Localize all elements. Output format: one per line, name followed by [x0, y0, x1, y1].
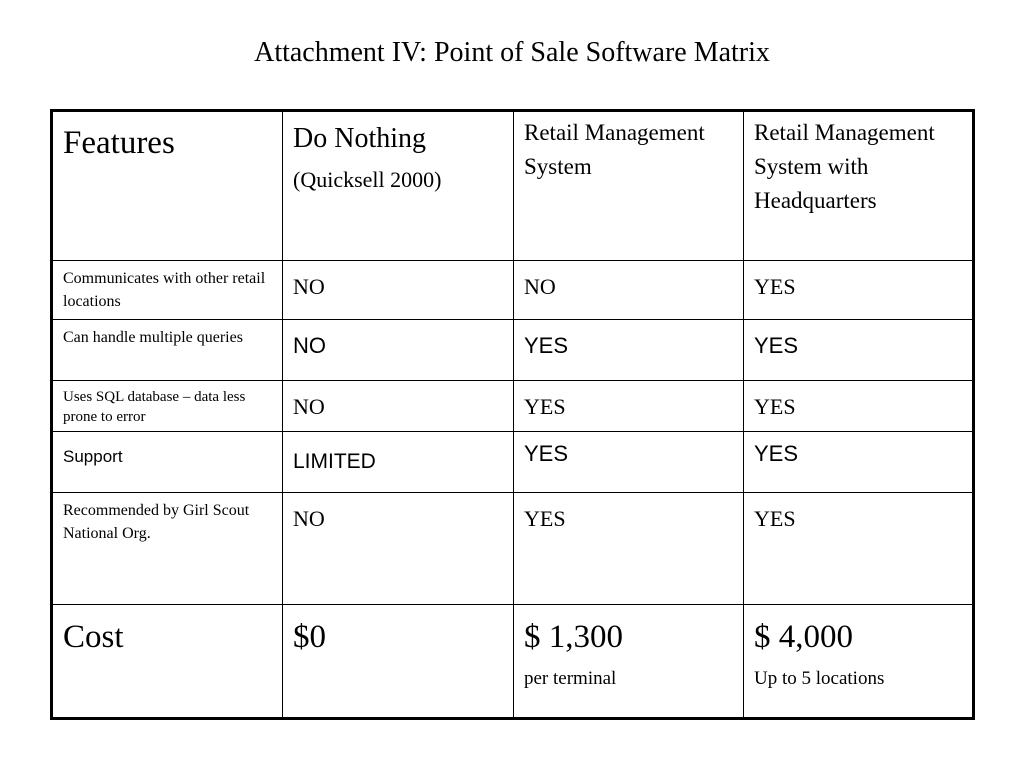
value-cell [514, 605, 744, 719]
header-do-nothing-label: Do Nothing [293, 123, 426, 154]
value-cell [283, 381, 514, 432]
rms-value: NO [524, 274, 556, 299]
cost-row [52, 605, 974, 719]
header-cell-rms [514, 111, 744, 261]
header-row [52, 111, 974, 261]
cost-label: Cost [63, 619, 124, 655]
feature-cell [52, 381, 283, 432]
value-cell [514, 320, 744, 381]
header-rms-label: Retail Management System [524, 120, 705, 179]
do-nothing-value: LIMITED [293, 450, 376, 473]
value-cell [283, 320, 514, 381]
header-rms-hq-label: Retail Management System with Headquarters [754, 120, 935, 213]
do-nothing-value: NO [293, 394, 325, 419]
rms-hq-cost-note: Up to 5 locations [754, 668, 885, 689]
value-cell [283, 432, 514, 493]
header-cell-rms-hq [744, 111, 974, 261]
do-nothing-value: NO [293, 506, 325, 531]
rms-hq-value: YES [754, 506, 796, 531]
feature-label: Can handle multiple queries [63, 329, 243, 346]
rms-hq-value: YES [754, 441, 799, 466]
header-do-nothing-sublabel: (Quicksell 2000) [293, 167, 442, 192]
table-row [52, 261, 974, 320]
value-cell [744, 320, 974, 381]
rms-hq-value: YES [754, 394, 796, 419]
cost-label-cell [52, 605, 283, 719]
table-row [52, 432, 974, 493]
rms-value: YES [524, 441, 569, 466]
table-row [52, 381, 974, 432]
value-cell [514, 493, 744, 605]
feature-cell [52, 432, 283, 493]
value-cell [744, 605, 974, 719]
value-cell [514, 432, 744, 493]
rms-value: YES [524, 394, 566, 419]
value-cell [283, 493, 514, 605]
software-matrix-table [50, 109, 975, 720]
feature-label: Uses SQL database – data less prone to error [63, 389, 246, 425]
rms-value: YES [524, 506, 566, 531]
value-cell [744, 261, 974, 320]
feature-cell [52, 493, 283, 605]
feature-label: Support [63, 447, 123, 466]
rms-hq-value: YES [754, 274, 796, 299]
feature-cell [52, 261, 283, 320]
header-cell-do-nothing [283, 111, 514, 261]
do-nothing-value: NO [293, 333, 326, 358]
value-cell [283, 605, 514, 719]
rms-value: YES [524, 333, 569, 358]
table-row [52, 493, 974, 605]
rms-hq-value: YES [754, 333, 799, 358]
feature-cell [52, 320, 283, 381]
page-title: Attachment IV: Point of Sale Software Matrix [254, 37, 770, 68]
do-nothing-cost: $0 [293, 619, 326, 655]
rms-hq-cost: $ 4,000 [754, 619, 853, 655]
value-cell [283, 261, 514, 320]
value-cell [744, 381, 974, 432]
do-nothing-value: NO [293, 274, 325, 299]
feature-label: Communicates with other retail locations [63, 270, 266, 310]
value-cell [514, 261, 744, 320]
feature-label: Recommended by Girl Scout National Org. [63, 502, 250, 542]
table-row [52, 320, 974, 381]
rms-cost-note: per terminal [524, 668, 617, 689]
value-cell [744, 493, 974, 605]
rms-cost: $ 1,300 [524, 619, 623, 655]
value-cell [514, 381, 744, 432]
header-features-label: Features [63, 125, 175, 161]
header-cell-features [52, 111, 283, 261]
value-cell [744, 432, 974, 493]
